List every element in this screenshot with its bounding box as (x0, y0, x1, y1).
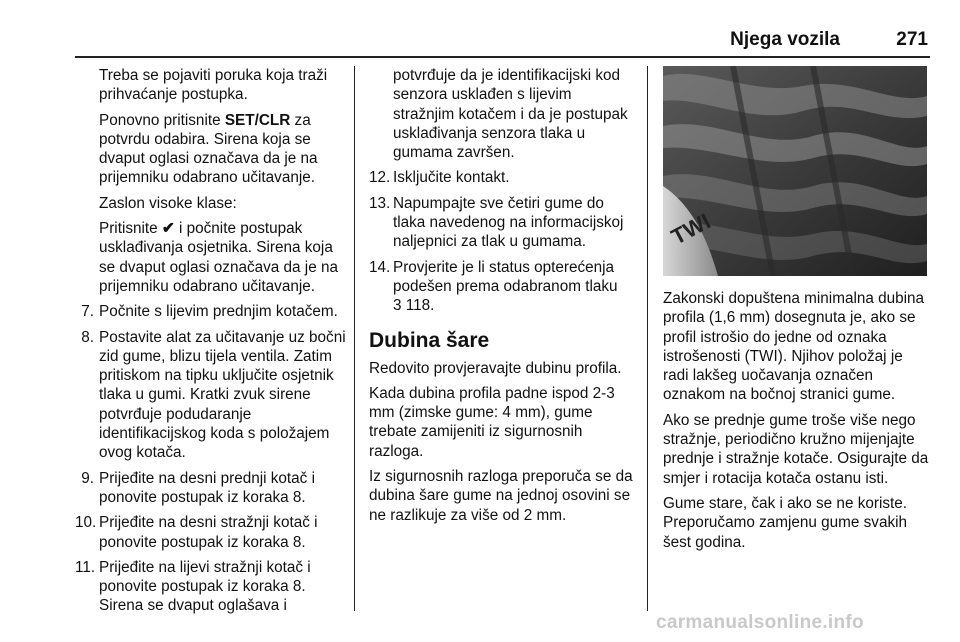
page-reference-arrow-icon: 3 (393, 297, 402, 315)
column-middle (369, 66, 635, 531)
column-divider-1 (354, 66, 355, 611)
list-number: 9. (81, 469, 94, 487)
tire-tread-illustration (663, 66, 927, 276)
twi-label: TWI (667, 208, 715, 250)
text: Pritisnite (99, 220, 162, 238)
list-item (75, 328, 347, 463)
list-item (75, 513, 347, 552)
watermark: carmanualsonline.info (656, 612, 864, 633)
paragraph: Zakonski dopuštena minimalna dubina profila (1,6 mm) dosegnuta je, ako se profil istrošio do jedne od oznaka istrošenosti (TWI). Njihov položaj je radi lakšeg uočavanja označen oznakom na bočnoj stranici gume. (663, 290, 925, 404)
list-number: 7. (81, 303, 94, 321)
page-reference: 118. (401, 297, 435, 315)
page-number: 271 (896, 29, 928, 50)
text: Ponovno pritisnite (99, 111, 225, 129)
list-item (369, 168, 635, 187)
section-heading: Dubina šare (369, 328, 490, 352)
paragraph: Iz sigurnosnih razloga preporuča se da dubina šare gume na jednoj osovini se ne razlikuje za više od 2 mm. (369, 468, 633, 524)
list-item (75, 558, 347, 616)
list-text: Prijeđite na desni prednji kotač i ponovite postupak iz koraka 8. (99, 469, 315, 506)
list-number: 12. (369, 169, 391, 187)
paragraph-accept-prompt: Treba se pojaviti poruka koja traži prihvaćanje postupka. (99, 67, 328, 104)
running-header-title: Njega vozila (730, 29, 840, 50)
list-number: 13. (369, 194, 391, 212)
paragraph: Redovito provjeravajte dubinu profila. (369, 359, 622, 377)
list-text: Napumpajte sve četiri gume do tlaka navedenog na informacijskoj naljepnici za tlak u gumama. (393, 194, 624, 251)
checkmark-icon: ✔ (161, 220, 175, 238)
paragraph: Kada dubina profila padne ispod 2-3 mm (zimske gume: 4 mm), gume trebate zamijeniti iz sigurnosnih razloga. (369, 384, 615, 460)
list-number: 8. (81, 328, 94, 346)
column-left (75, 66, 347, 622)
paragraph: Ako se prednje gume troše više nego stražnje, periodično kružno mijenjajte prednje i stražnje kotače. Osigurajte da smjer i rotacija kotača ostanu isti. (663, 411, 929, 487)
tire-tread-graphic (663, 66, 927, 276)
list-text: Isključite kontakt. (393, 169, 510, 187)
paragraph-high-display: Zaslon visoke klase: (99, 194, 237, 212)
list-text: Provjerite je li status opterećenja podešen prema odabranom tlaku (393, 258, 618, 295)
list-text: Počnite s lijevim prednjim kotačem. (99, 303, 338, 321)
paragraph-continuation: potvrđuje da je identifikacijski kod senzora usklađen s lijevim stražnjim kotačem i da je postupak usklađivanja senzora tlaka u gumama završen. (393, 67, 628, 162)
list-number: 11. (75, 558, 96, 576)
paragraph-set-clr (75, 111, 347, 188)
column-divider-2 (647, 66, 648, 611)
text: za potvrdu odabira. Sirena koja se dvaput oglasi označava da je na prijemniku odabrano učitavanje. (99, 111, 318, 187)
paragraph-press-check (75, 219, 347, 296)
list-text: Postavite alat za učitavanje uz bočni zid gume, blizu tijela ventila. Zatim pritiskom na tipku uključite osjetnik tlaka u gumi. Kratki zvuk sirene potvrđuje podudaranje identifikacijskog koda s položajem ovog kotača. (99, 328, 346, 462)
list-item (75, 302, 347, 321)
column-right (663, 289, 931, 558)
list-text: Prijeđite na lijevi stražnji kotač i ponovite postupak iz koraka 8. Sirena se dvaput oglašava i (99, 558, 311, 615)
list-number: 10. (75, 514, 97, 532)
list-item (369, 258, 635, 316)
paragraph: Gume stare, čak i ako se ne koriste. Preporučamo zamjenu gume svakih šest godina. (663, 494, 908, 551)
list-item (75, 469, 347, 508)
list-number: 14. (369, 258, 391, 276)
list-item (369, 194, 635, 252)
text: i počnite postupak usklađivanja osjetnika. Sirena koja se dvaput oglasi označava da je na prijemniku odabrano učitavanje. (99, 220, 338, 295)
list-text: Prijeđite na desni stražnji kotač i ponovite postupak iz koraka 8. (99, 514, 318, 551)
header-rule (75, 56, 930, 58)
button-name-set-clr: SET/CLR (224, 111, 291, 129)
